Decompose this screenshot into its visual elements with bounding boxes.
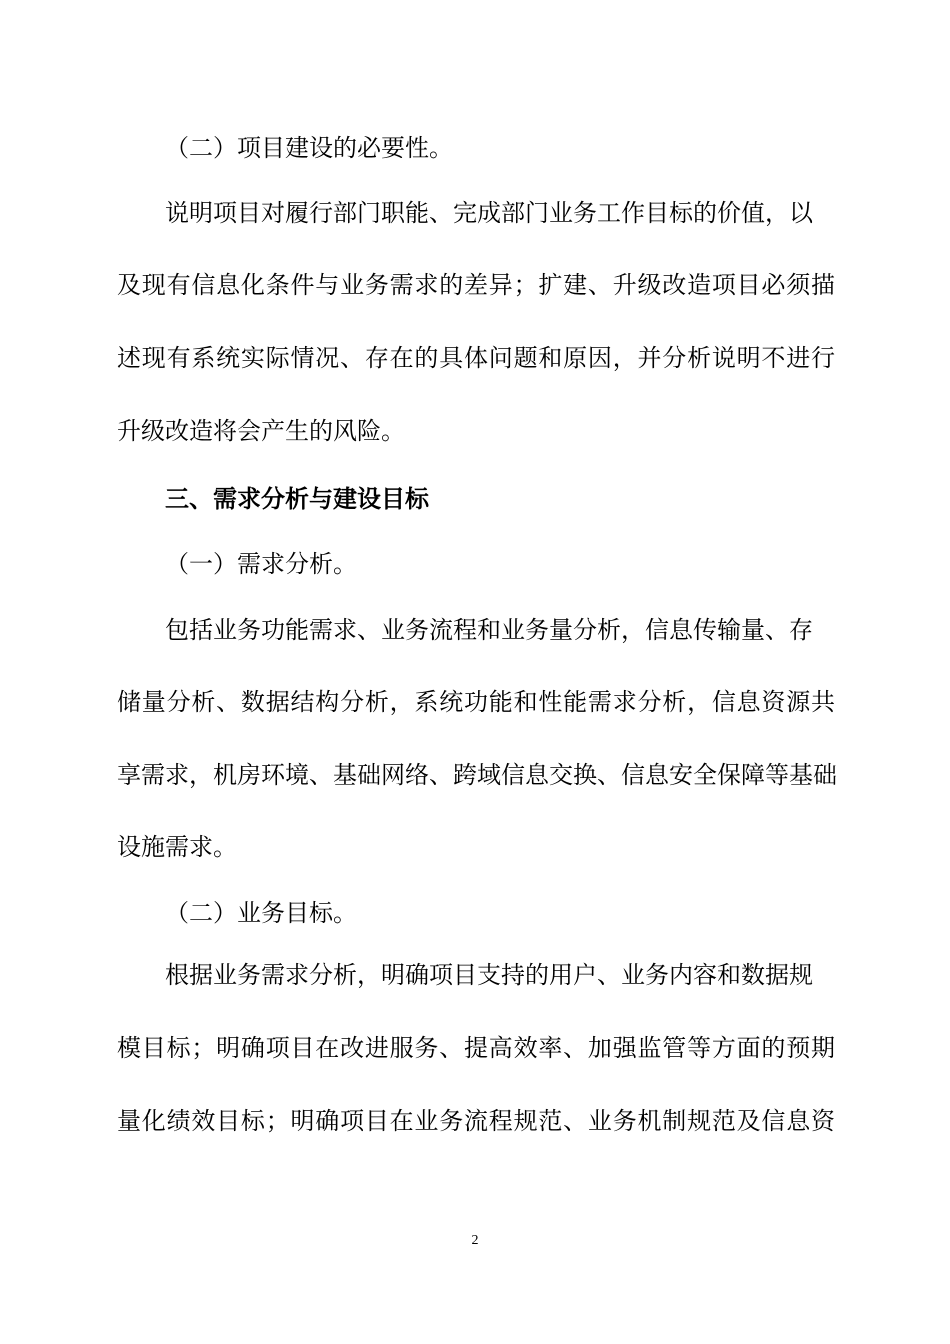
paragraph-line: 根据业务需求分析，明确项目支持的用户、业务内容和数据规 — [165, 961, 813, 989]
paragraph-line: 量化绩效目标；明确项目在业务流程规范、业务机制规范及信息资 — [117, 1107, 835, 1135]
section-heading-requirements: （一）需求分析。 — [165, 550, 357, 578]
paragraph-line: 模目标；明确项目在改进服务、提高效率、加强监管等方面的预期 — [117, 1034, 835, 1062]
paragraph-line: 包括业务功能需求、业务流程和业务量分析，信息传输量、存 — [165, 616, 813, 644]
section-heading-business-goals: （二）业务目标。 — [165, 899, 357, 927]
paragraph-line: 享需求，机房环境、基础网络、跨域信息交换、信息安全保障等基础 — [117, 761, 837, 789]
section-heading-necessity: （二）项目建设的必要性。 — [165, 134, 453, 162]
paragraph-line: 储量分析、数据结构分析，系统功能和性能需求分析，信息资源共 — [117, 688, 835, 716]
paragraph-line: 升级改造将会产生的风险。 — [117, 417, 405, 445]
page-number: 2 — [471, 1233, 479, 1248]
paragraph-line: 述现有系统实际情况、存在的具体问题和原因，并分析说明不进行 — [117, 344, 835, 372]
paragraph-line: 设施需求。 — [117, 833, 237, 861]
chapter-heading: 三、需求分析与建设目标 — [165, 485, 429, 513]
paragraph-line: 及现有信息化条件与业务需求的差异；扩建、升级改造项目必须描 — [117, 271, 835, 299]
paragraph-line: 说明项目对履行部门职能、完成部门业务工作目标的价值，以 — [165, 199, 813, 227]
